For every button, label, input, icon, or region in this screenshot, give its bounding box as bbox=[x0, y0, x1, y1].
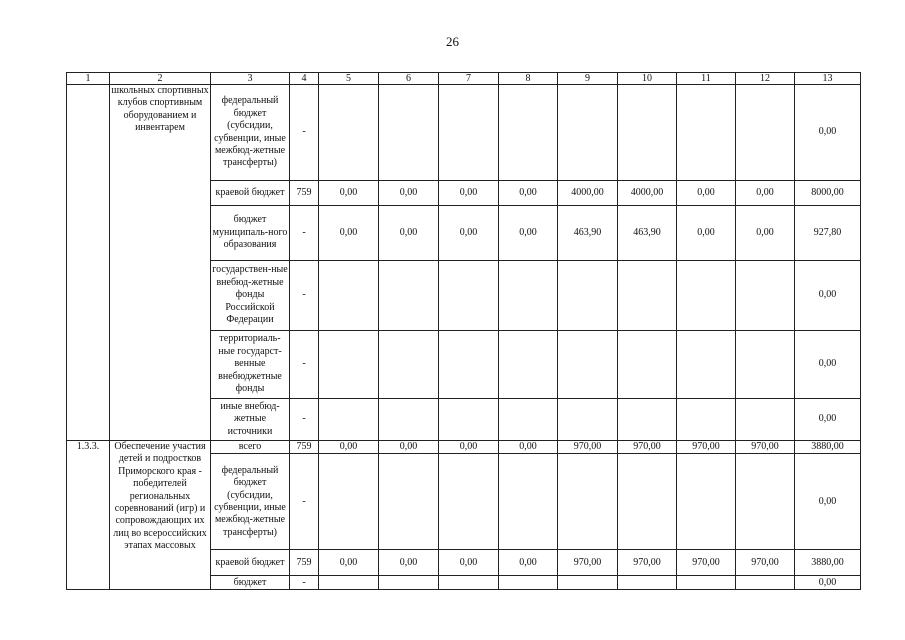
value-cell bbox=[677, 331, 736, 399]
measure-name-cell: школьных спортивных клубов спортивным оборудованием и инвентарем bbox=[110, 85, 211, 441]
value-cell: 0,00 bbox=[499, 550, 558, 576]
value-cell bbox=[319, 399, 379, 441]
funding-source-cell: иные внебюд-жетные источники bbox=[211, 399, 290, 441]
value-cell bbox=[558, 331, 618, 399]
value-cell bbox=[319, 454, 379, 550]
value-cell bbox=[379, 399, 439, 441]
value-cell bbox=[677, 85, 736, 181]
value-cell: 970,00 bbox=[736, 441, 795, 454]
value-cell bbox=[499, 576, 558, 590]
value-cell: 0,00 bbox=[439, 441, 499, 454]
code-cell: - bbox=[290, 261, 319, 331]
code-cell: - bbox=[290, 206, 319, 261]
value-cell bbox=[618, 85, 677, 181]
value-cell bbox=[558, 454, 618, 550]
value-cell bbox=[379, 576, 439, 590]
value-cell bbox=[618, 454, 677, 550]
header-cell: 10 bbox=[618, 73, 677, 85]
value-cell: 4000,00 bbox=[558, 181, 618, 206]
header-cell: 11 bbox=[677, 73, 736, 85]
header-cell: 6 bbox=[379, 73, 439, 85]
value-cell bbox=[379, 454, 439, 550]
value-cell: 4000,00 bbox=[618, 181, 677, 206]
value-cell bbox=[558, 399, 618, 441]
value-cell: 970,00 bbox=[736, 550, 795, 576]
value-cell bbox=[499, 399, 558, 441]
value-cell: 0,00 bbox=[677, 181, 736, 206]
header-cell: 2 bbox=[110, 73, 211, 85]
value-cell bbox=[736, 399, 795, 441]
funding-source-cell: территориаль-ные государст-венные внебюджетные фонды bbox=[211, 331, 290, 399]
value-cell bbox=[558, 576, 618, 590]
header-cell: 13 bbox=[795, 73, 861, 85]
code-cell: - bbox=[290, 454, 319, 550]
value-cell bbox=[439, 454, 499, 550]
header-cell: 4 bbox=[290, 73, 319, 85]
value-cell: 0,00 bbox=[736, 181, 795, 206]
value-cell bbox=[558, 261, 618, 331]
code-cell: - bbox=[290, 399, 319, 441]
value-cell: 0,00 bbox=[677, 206, 736, 261]
value-cell: 0,00 bbox=[439, 181, 499, 206]
code-cell: - bbox=[290, 576, 319, 590]
value-cell bbox=[677, 261, 736, 331]
header-cell: 1 bbox=[67, 73, 110, 85]
total-cell: 0,00 bbox=[795, 454, 861, 550]
value-cell: 970,00 bbox=[677, 550, 736, 576]
total-cell: 0,00 bbox=[795, 576, 861, 590]
value-cell bbox=[677, 399, 736, 441]
value-cell bbox=[499, 331, 558, 399]
value-cell: 970,00 bbox=[618, 441, 677, 454]
value-cell: 970,00 bbox=[558, 441, 618, 454]
value-cell bbox=[677, 576, 736, 590]
row-code-cell: 1.3.3. bbox=[67, 441, 110, 590]
funding-source-cell: бюджет bbox=[211, 576, 290, 590]
value-cell: 463,90 bbox=[558, 206, 618, 261]
value-cell: 463,90 bbox=[618, 206, 677, 261]
page-number: 26 bbox=[446, 34, 459, 49]
header-cell: 3 bbox=[211, 73, 290, 85]
value-cell: 0,00 bbox=[499, 206, 558, 261]
value-cell bbox=[319, 576, 379, 590]
measure-name-cell: Обеспечение участия детей и подростков Приморского края - победителей региональных соревнований (игр) и сопровождающих их лиц во всероссийских этапах массовых bbox=[110, 441, 211, 590]
value-cell: 0,00 bbox=[319, 181, 379, 206]
value-cell bbox=[618, 399, 677, 441]
header-cell: 12 bbox=[736, 73, 795, 85]
value-cell: 0,00 bbox=[319, 550, 379, 576]
value-cell bbox=[736, 331, 795, 399]
value-cell: 0,00 bbox=[736, 206, 795, 261]
total-cell: 927,80 bbox=[795, 206, 861, 261]
code-cell: - bbox=[290, 85, 319, 181]
value-cell: 970,00 bbox=[618, 550, 677, 576]
value-cell: 0,00 bbox=[379, 181, 439, 206]
value-cell bbox=[618, 576, 677, 590]
value-cell bbox=[379, 261, 439, 331]
header-cell: 7 bbox=[439, 73, 499, 85]
value-cell: 0,00 bbox=[319, 441, 379, 454]
total-cell: 0,00 bbox=[795, 399, 861, 441]
table-body bbox=[67, 73, 861, 590]
row-code-cell bbox=[67, 85, 110, 441]
header-row bbox=[67, 73, 861, 85]
table-row bbox=[67, 85, 861, 181]
value-cell bbox=[736, 576, 795, 590]
value-cell: 970,00 bbox=[558, 550, 618, 576]
total-cell: 0,00 bbox=[795, 331, 861, 399]
value-cell: 0,00 bbox=[379, 441, 439, 454]
value-cell bbox=[319, 261, 379, 331]
value-cell bbox=[379, 85, 439, 181]
value-cell bbox=[677, 454, 736, 550]
total-cell: 3880,00 bbox=[795, 441, 861, 454]
value-cell bbox=[736, 261, 795, 331]
value-cell: 970,00 bbox=[677, 441, 736, 454]
funding-source-cell: краевой бюджет bbox=[211, 550, 290, 576]
value-cell bbox=[499, 261, 558, 331]
value-cell bbox=[319, 85, 379, 181]
value-cell bbox=[439, 331, 499, 399]
code-cell: - bbox=[290, 331, 319, 399]
total-cell: 0,00 bbox=[795, 261, 861, 331]
header-cell: 8 bbox=[499, 73, 558, 85]
value-cell: 0,00 bbox=[439, 550, 499, 576]
code-cell: 759 bbox=[290, 550, 319, 576]
value-cell bbox=[618, 331, 677, 399]
funding-source-cell: федеральный бюджет (субсидии, субвенции, иные межбюд-жетные трансферты) bbox=[211, 85, 290, 181]
value-cell bbox=[439, 261, 499, 331]
value-cell bbox=[736, 85, 795, 181]
value-cell bbox=[439, 399, 499, 441]
code-cell: 759 bbox=[290, 181, 319, 206]
funding-source-cell: федеральный бюджет (субсидии, субвенции, иные межбюд-жетные трансферты) bbox=[211, 454, 290, 550]
value-cell: 0,00 bbox=[319, 206, 379, 261]
value-cell: 0,00 bbox=[499, 441, 558, 454]
value-cell bbox=[379, 331, 439, 399]
funding-source-cell: государствен-ные внебюд-жетные фонды Российской Федерации bbox=[211, 261, 290, 331]
budget-table bbox=[66, 72, 861, 590]
value-cell: 0,00 bbox=[499, 181, 558, 206]
value-cell: 0,00 bbox=[379, 550, 439, 576]
header-cell: 5 bbox=[319, 73, 379, 85]
header-cell: 9 bbox=[558, 73, 618, 85]
code-cell: 759 bbox=[290, 441, 319, 454]
value-cell: 0,00 bbox=[439, 206, 499, 261]
value-cell bbox=[439, 85, 499, 181]
value-cell bbox=[499, 454, 558, 550]
funding-source-cell: бюджет муниципаль-ного образования bbox=[211, 206, 290, 261]
total-cell: 3880,00 bbox=[795, 550, 861, 576]
funding-source-cell: краевой бюджет bbox=[211, 181, 290, 206]
value-cell bbox=[558, 85, 618, 181]
funding-source-cell: всего bbox=[211, 441, 290, 454]
value-cell bbox=[736, 454, 795, 550]
value-cell bbox=[319, 331, 379, 399]
table-row bbox=[67, 441, 861, 454]
value-cell bbox=[618, 261, 677, 331]
value-cell: 0,00 bbox=[379, 206, 439, 261]
total-cell: 8000,00 bbox=[795, 181, 861, 206]
total-cell: 0,00 bbox=[795, 85, 861, 181]
value-cell bbox=[499, 85, 558, 181]
value-cell bbox=[439, 576, 499, 590]
